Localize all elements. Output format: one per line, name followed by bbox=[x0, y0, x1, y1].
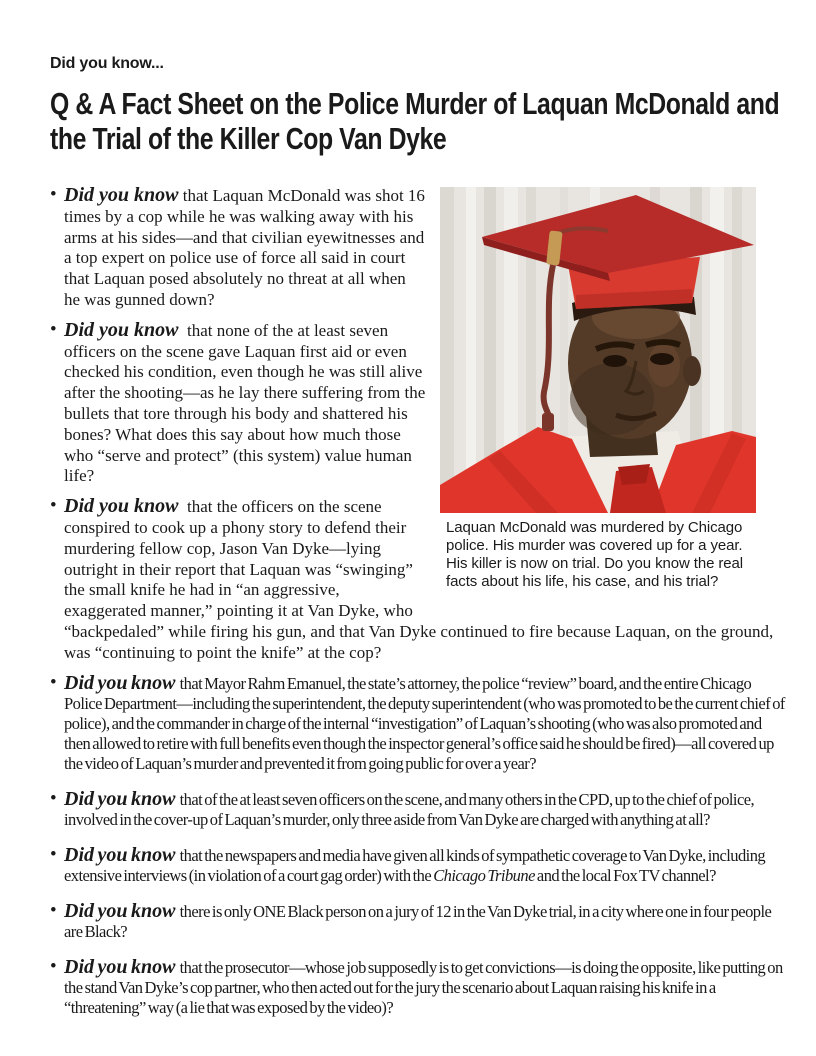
kicker-text: Did you know... bbox=[50, 55, 164, 72]
fact-item bbox=[50, 185, 788, 311]
page-header bbox=[50, 55, 788, 156]
fact-lead: Did you know bbox=[64, 184, 179, 206]
fact-text-italic: Chicago Tribune bbox=[433, 865, 535, 885]
fact-sheet-body bbox=[50, 185, 788, 1018]
facts-list bbox=[50, 185, 788, 1018]
photo-caption: Laquan McDonald was murdered by Chicago police. His murder was covered up for a year. His killer is now on trial. Do you know the real facts about his life, his case, and his trial? bbox=[446, 519, 743, 590]
fact-text: and the local Fox TV channel? bbox=[534, 865, 716, 885]
fact-item bbox=[50, 901, 788, 942]
fact-lead: Did you know bbox=[64, 843, 176, 866]
fact-item bbox=[50, 845, 788, 886]
page-title bbox=[50, 86, 780, 156]
fact-item bbox=[50, 496, 788, 663]
title-line-1: Q & A Fact Sheet on the Police Murder of Laquan McDonald and bbox=[50, 86, 780, 121]
fact-item bbox=[50, 673, 788, 774]
title-line-2: the Trial of the Killer Cop Van Dyke bbox=[50, 121, 447, 156]
fact-text: that none of the at least seven officers on the scene gave Laquan first aid or even checked his condition, even though he was still alive after the shooting—as he lay there suffering from the bullets that tore through his body and shattered his bones? What does this say about how much those who “serve and protect” (this system) value human life? bbox=[64, 320, 426, 486]
fact-lead: Did you know bbox=[64, 671, 176, 694]
fact-text: that the officers on the scene conspired to cook up a phony story to defend their murdering fellow cop, Jason Van Dyke—lying outright in their report that Laquan was “swinging” the small knife he had in “an aggressive, exaggerated manner,” pointing it at Van Dyke, who “backpedaled” while firing his gun, and that Van Dyke continued to fire because Laquan, on the ground, was “continuing to point the knife” at the cop? bbox=[64, 497, 774, 662]
fact-item bbox=[50, 957, 788, 1018]
fact-lead: Did you know bbox=[64, 955, 176, 978]
fact-text: that the prosecutor—whose job supposedly is to get convictions—is doing the opposite, like putting on the stand Van Dyke’s cop partner, who then acted out for the jury the scenario about Laquan raising his knife in a “threatening” way (a lie that was exposed by the video)? bbox=[64, 957, 783, 1017]
fact-item bbox=[50, 320, 788, 487]
fact-text: that the newspapers and media have given all kinds of sympathetic coverage to Van Dyke, including extensive interviews (in violation of a court gag order) with the bbox=[64, 845, 766, 885]
fact-lead: Did you know bbox=[64, 787, 176, 810]
fact-lead: Did you know bbox=[64, 899, 176, 922]
fact-text: that Mayor Rahm Emanuel, the state’s attorney, the police “review” board, and the entire Chicago Police Department—including the superintendent, the deputy superintendent (who was promoted to be the current chief of police), and the commander in charge of the internal “investigation” of Laquan’s shooting (who was also promoted and then allowed to retire with full benefits even though the inspector general’s office said he should be fired)—all covered up the video of Laquan’s murder and prevented it from going public for over a year? bbox=[64, 673, 785, 773]
fact-text: that Laquan McDonald was shot 16 times by a cop while he was walking away with his arms at his sides—and that civilian eyewitnesses and a top expert on police use of force all said in court that Laquan posed absolutely no threat at all when he was gunned down? bbox=[64, 186, 425, 309]
fact-lead: Did you know bbox=[64, 495, 179, 518]
fact-text: there is only ONE Black person on a jury of 12 in the Van Dyke trial, in a city where one in four people are Black? bbox=[64, 901, 772, 941]
fact-text: that of the at least seven officers on the scene, and many others in the CPD, up to the chief of police, involved in the cover-up of Laquan’s murder, only three aside from Van Dyke are charged with anything at all? bbox=[64, 789, 755, 829]
fact-item bbox=[50, 789, 788, 830]
fact-lead: Did you know bbox=[64, 318, 179, 341]
